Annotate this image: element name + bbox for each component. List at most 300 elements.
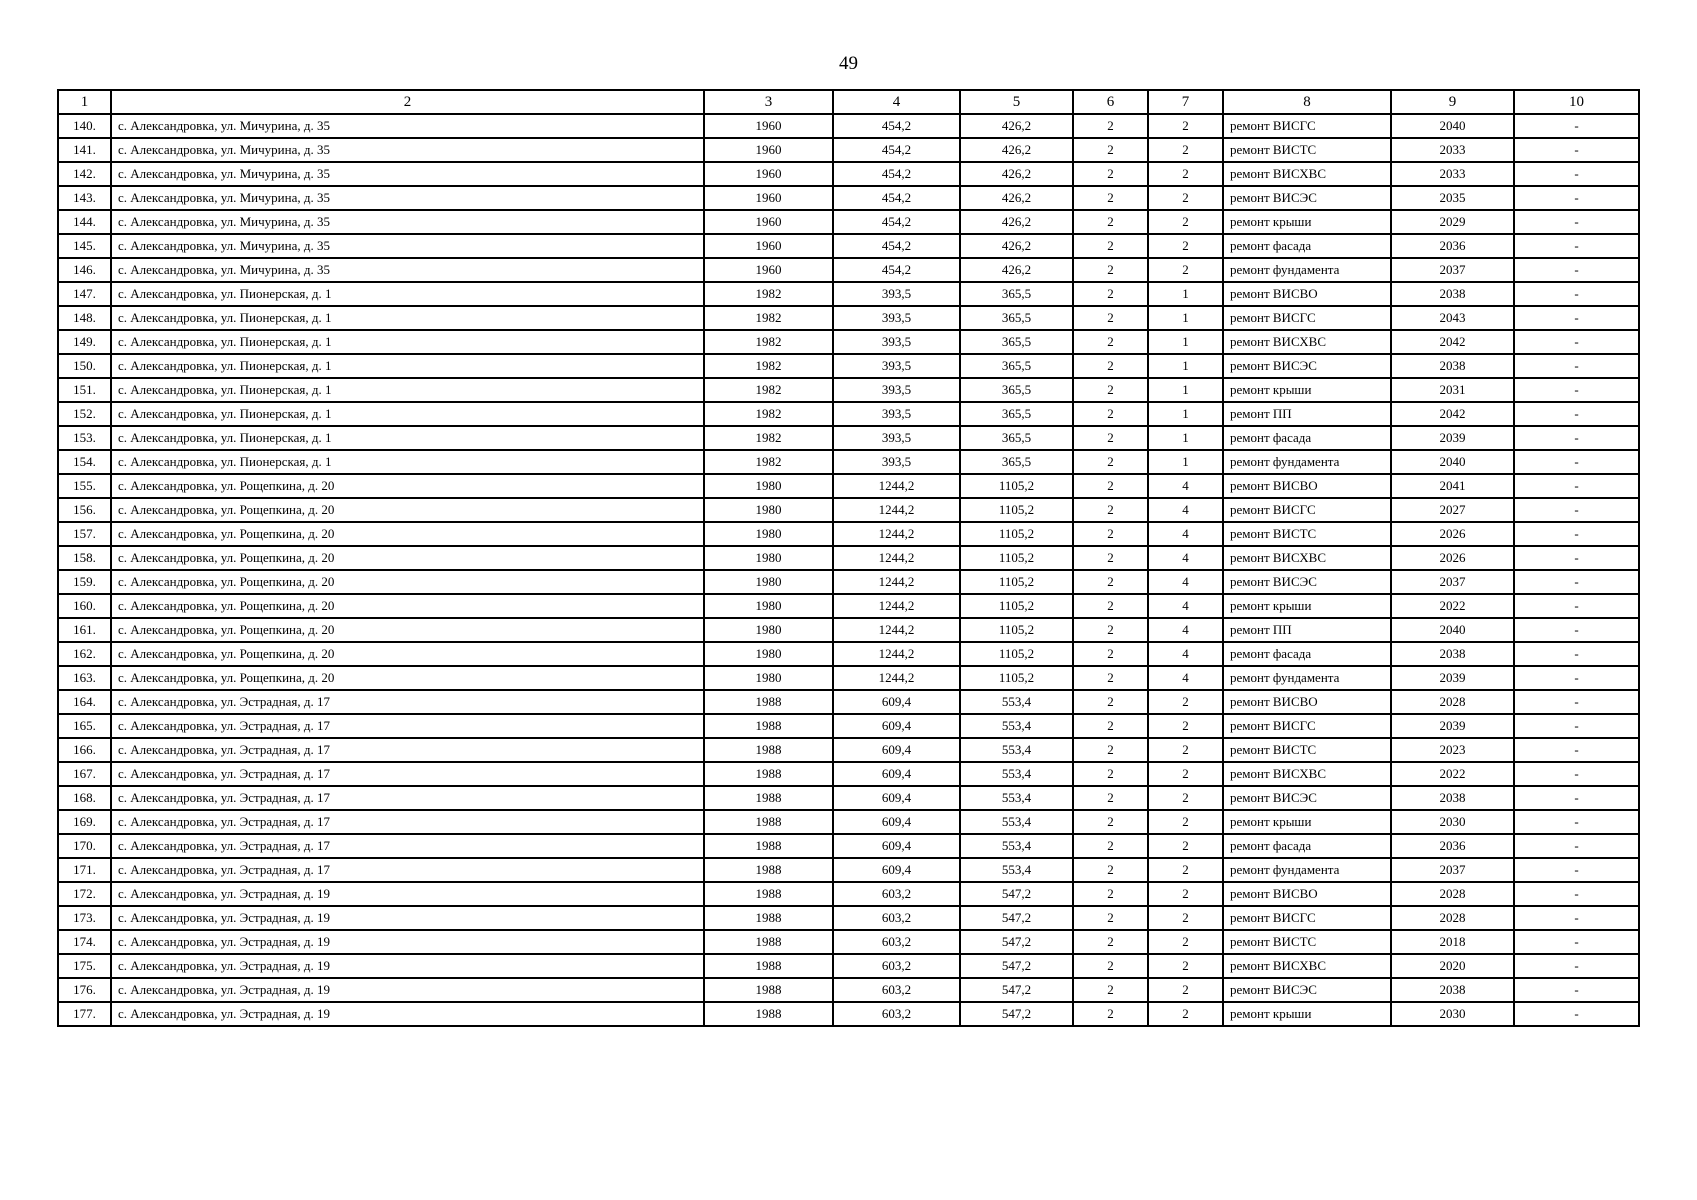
cell-floors: 2 bbox=[1073, 1002, 1148, 1026]
cell-entrances: 2 bbox=[1148, 234, 1223, 258]
cell-living-area: 547,2 bbox=[960, 930, 1073, 954]
cell-build-year: 1988 bbox=[704, 786, 833, 810]
cell-living-area: 365,5 bbox=[960, 330, 1073, 354]
cell-living-area: 553,4 bbox=[960, 762, 1073, 786]
table-row bbox=[58, 834, 1639, 858]
cell-total-area: 393,5 bbox=[833, 330, 960, 354]
cell-total-area: 393,5 bbox=[833, 426, 960, 450]
cell-total-area: 1244,2 bbox=[833, 474, 960, 498]
cell-total-area: 1244,2 bbox=[833, 594, 960, 618]
cell-planned-year: 2030 bbox=[1391, 1002, 1514, 1026]
cell-entrances: 4 bbox=[1148, 618, 1223, 642]
cell-note: - bbox=[1514, 882, 1639, 906]
cell-work-type: ремонт ВИСГС bbox=[1223, 306, 1391, 330]
cell-total-area: 393,5 bbox=[833, 354, 960, 378]
cell-entrances: 2 bbox=[1148, 810, 1223, 834]
cell-work-type: ремонт крыши bbox=[1223, 378, 1391, 402]
cell-floors: 2 bbox=[1073, 498, 1148, 522]
cell-address: с. Александровка, ул. Эстрадная, д. 17 bbox=[111, 738, 704, 762]
cell-floors: 2 bbox=[1073, 210, 1148, 234]
cell-build-year: 1980 bbox=[704, 618, 833, 642]
cell-floors: 2 bbox=[1073, 978, 1148, 1002]
cell-planned-year: 2037 bbox=[1391, 858, 1514, 882]
cell-row-number: 150. bbox=[58, 354, 111, 378]
cell-entrances: 2 bbox=[1148, 882, 1223, 906]
column-header-note: 10 bbox=[1514, 90, 1639, 114]
cell-planned-year: 2038 bbox=[1391, 354, 1514, 378]
cell-note: - bbox=[1514, 402, 1639, 426]
cell-living-area: 553,4 bbox=[960, 810, 1073, 834]
cell-total-area: 1244,2 bbox=[833, 666, 960, 690]
cell-floors: 2 bbox=[1073, 930, 1148, 954]
cell-note: - bbox=[1514, 906, 1639, 930]
cell-work-type: ремонт ВИСВО bbox=[1223, 474, 1391, 498]
cell-work-type: ремонт ПП bbox=[1223, 618, 1391, 642]
cell-build-year: 1982 bbox=[704, 306, 833, 330]
cell-build-year: 1982 bbox=[704, 402, 833, 426]
cell-work-type: ремонт фундамента bbox=[1223, 666, 1391, 690]
cell-planned-year: 2040 bbox=[1391, 114, 1514, 138]
cell-note: - bbox=[1514, 786, 1639, 810]
cell-address: с. Александровка, ул. Пионерская, д. 1 bbox=[111, 354, 704, 378]
cell-entrances: 4 bbox=[1148, 594, 1223, 618]
cell-total-area: 603,2 bbox=[833, 930, 960, 954]
cell-work-type: ремонт ВИСТС bbox=[1223, 738, 1391, 762]
column-header-living-area: 5 bbox=[960, 90, 1073, 114]
cell-build-year: 1960 bbox=[704, 210, 833, 234]
cell-work-type: ремонт фундамента bbox=[1223, 858, 1391, 882]
table-row bbox=[58, 930, 1639, 954]
cell-total-area: 1244,2 bbox=[833, 498, 960, 522]
cell-entrances: 2 bbox=[1148, 738, 1223, 762]
cell-row-number: 148. bbox=[58, 306, 111, 330]
cell-note: - bbox=[1514, 186, 1639, 210]
cell-total-area: 454,2 bbox=[833, 162, 960, 186]
table-row bbox=[58, 498, 1639, 522]
cell-address: с. Александровка, ул. Эстрадная, д. 19 bbox=[111, 930, 704, 954]
cell-entrances: 2 bbox=[1148, 930, 1223, 954]
cell-build-year: 1982 bbox=[704, 378, 833, 402]
table-row bbox=[58, 450, 1639, 474]
cell-entrances: 2 bbox=[1148, 978, 1223, 1002]
cell-address: с. Александровка, ул. Пионерская, д. 1 bbox=[111, 426, 704, 450]
cell-row-number: 156. bbox=[58, 498, 111, 522]
cell-address: с. Александровка, ул. Мичурина, д. 35 bbox=[111, 210, 704, 234]
cell-work-type: ремонт ВИСХВС bbox=[1223, 762, 1391, 786]
cell-floors: 2 bbox=[1073, 186, 1148, 210]
cell-living-area: 426,2 bbox=[960, 186, 1073, 210]
cell-build-year: 1960 bbox=[704, 114, 833, 138]
cell-floors: 2 bbox=[1073, 138, 1148, 162]
cell-address: с. Александровка, ул. Рощепкина, д. 20 bbox=[111, 522, 704, 546]
table-row bbox=[58, 234, 1639, 258]
table-row bbox=[58, 690, 1639, 714]
cell-row-number: 168. bbox=[58, 786, 111, 810]
table-row bbox=[58, 210, 1639, 234]
cell-note: - bbox=[1514, 810, 1639, 834]
cell-planned-year: 2035 bbox=[1391, 186, 1514, 210]
cell-floors: 2 bbox=[1073, 330, 1148, 354]
cell-planned-year: 2040 bbox=[1391, 450, 1514, 474]
cell-row-number: 175. bbox=[58, 954, 111, 978]
cell-planned-year: 2040 bbox=[1391, 618, 1514, 642]
column-header-total-area: 4 bbox=[833, 90, 960, 114]
cell-entrances: 2 bbox=[1148, 834, 1223, 858]
cell-note: - bbox=[1514, 354, 1639, 378]
cell-work-type: ремонт фундамента bbox=[1223, 258, 1391, 282]
cell-build-year: 1960 bbox=[704, 234, 833, 258]
cell-work-type: ремонт фундамента bbox=[1223, 450, 1391, 474]
cell-note: - bbox=[1514, 114, 1639, 138]
cell-floors: 2 bbox=[1073, 642, 1148, 666]
cell-row-number: 176. bbox=[58, 978, 111, 1002]
cell-entrances: 1 bbox=[1148, 402, 1223, 426]
cell-floors: 2 bbox=[1073, 474, 1148, 498]
cell-planned-year: 2018 bbox=[1391, 930, 1514, 954]
cell-entrances: 1 bbox=[1148, 378, 1223, 402]
table-row bbox=[58, 810, 1639, 834]
cell-work-type: ремонт ВИСВО bbox=[1223, 882, 1391, 906]
cell-floors: 2 bbox=[1073, 354, 1148, 378]
cell-total-area: 609,4 bbox=[833, 834, 960, 858]
page-number: 49 bbox=[839, 53, 858, 74]
cell-row-number: 154. bbox=[58, 450, 111, 474]
cell-note: - bbox=[1514, 1002, 1639, 1026]
cell-living-area: 1105,2 bbox=[960, 546, 1073, 570]
cell-floors: 2 bbox=[1073, 306, 1148, 330]
table-row bbox=[58, 666, 1639, 690]
cell-living-area: 426,2 bbox=[960, 234, 1073, 258]
cell-address: с. Александровка, ул. Пионерская, д. 1 bbox=[111, 330, 704, 354]
cell-planned-year: 2026 bbox=[1391, 546, 1514, 570]
cell-build-year: 1988 bbox=[704, 738, 833, 762]
cell-entrances: 2 bbox=[1148, 138, 1223, 162]
table-header bbox=[58, 90, 1639, 114]
cell-total-area: 609,4 bbox=[833, 786, 960, 810]
cell-planned-year: 2036 bbox=[1391, 834, 1514, 858]
cell-note: - bbox=[1514, 162, 1639, 186]
table-row bbox=[58, 906, 1639, 930]
cell-work-type: ремонт ВИСГС bbox=[1223, 906, 1391, 930]
cell-total-area: 393,5 bbox=[833, 306, 960, 330]
cell-note: - bbox=[1514, 642, 1639, 666]
cell-row-number: 167. bbox=[58, 762, 111, 786]
cell-total-area: 1244,2 bbox=[833, 618, 960, 642]
cell-living-area: 553,4 bbox=[960, 714, 1073, 738]
cell-total-area: 454,2 bbox=[833, 258, 960, 282]
cell-living-area: 547,2 bbox=[960, 882, 1073, 906]
cell-note: - bbox=[1514, 378, 1639, 402]
cell-row-number: 163. bbox=[58, 666, 111, 690]
cell-address: с. Александровка, ул. Эстрадная, д. 19 bbox=[111, 906, 704, 930]
cell-living-area: 365,5 bbox=[960, 306, 1073, 330]
cell-planned-year: 2033 bbox=[1391, 138, 1514, 162]
cell-floors: 2 bbox=[1073, 666, 1148, 690]
cell-work-type: ремонт ВИСТС bbox=[1223, 930, 1391, 954]
cell-planned-year: 2039 bbox=[1391, 426, 1514, 450]
cell-floors: 2 bbox=[1073, 954, 1148, 978]
cell-total-area: 603,2 bbox=[833, 954, 960, 978]
cell-planned-year: 2037 bbox=[1391, 570, 1514, 594]
cell-row-number: 162. bbox=[58, 642, 111, 666]
cell-build-year: 1980 bbox=[704, 474, 833, 498]
cell-row-number: 140. bbox=[58, 114, 111, 138]
cell-work-type: ремонт ВИСЭС bbox=[1223, 786, 1391, 810]
cell-work-type: ремонт ВИСХВС bbox=[1223, 954, 1391, 978]
cell-planned-year: 2023 bbox=[1391, 738, 1514, 762]
cell-floors: 2 bbox=[1073, 546, 1148, 570]
cell-total-area: 603,2 bbox=[833, 978, 960, 1002]
cell-row-number: 172. bbox=[58, 882, 111, 906]
table-row bbox=[58, 162, 1639, 186]
cell-work-type: ремонт ВИСТС bbox=[1223, 522, 1391, 546]
cell-row-number: 147. bbox=[58, 282, 111, 306]
cell-work-type: ремонт ВИСЭС bbox=[1223, 186, 1391, 210]
table-row bbox=[58, 378, 1639, 402]
cell-row-number: 153. bbox=[58, 426, 111, 450]
cell-work-type: ремонт ВИСХВС bbox=[1223, 330, 1391, 354]
cell-entrances: 2 bbox=[1148, 954, 1223, 978]
cell-floors: 2 bbox=[1073, 426, 1148, 450]
cell-total-area: 454,2 bbox=[833, 138, 960, 162]
cell-address: с. Александровка, ул. Эстрадная, д. 17 bbox=[111, 690, 704, 714]
cell-planned-year: 2028 bbox=[1391, 882, 1514, 906]
cell-work-type: ремонт фасада bbox=[1223, 642, 1391, 666]
cell-planned-year: 2037 bbox=[1391, 258, 1514, 282]
cell-address: с. Александровка, ул. Рощепкина, д. 20 bbox=[111, 474, 704, 498]
cell-work-type: ремонт фасада bbox=[1223, 426, 1391, 450]
cell-build-year: 1982 bbox=[704, 330, 833, 354]
cell-entrances: 2 bbox=[1148, 690, 1223, 714]
table-row bbox=[58, 1002, 1639, 1026]
cell-build-year: 1980 bbox=[704, 546, 833, 570]
cell-living-area: 553,4 bbox=[960, 858, 1073, 882]
cell-living-area: 1105,2 bbox=[960, 618, 1073, 642]
table-row bbox=[58, 594, 1639, 618]
cell-living-area: 1105,2 bbox=[960, 498, 1073, 522]
cell-address: с. Александровка, ул. Рощепкина, д. 20 bbox=[111, 498, 704, 522]
cell-address: с. Александровка, ул. Эстрадная, д. 17 bbox=[111, 858, 704, 882]
cell-note: - bbox=[1514, 546, 1639, 570]
cell-total-area: 603,2 bbox=[833, 1002, 960, 1026]
cell-entrances: 2 bbox=[1148, 186, 1223, 210]
cell-planned-year: 2036 bbox=[1391, 234, 1514, 258]
table-row bbox=[58, 714, 1639, 738]
cell-build-year: 1980 bbox=[704, 522, 833, 546]
cell-living-area: 426,2 bbox=[960, 210, 1073, 234]
cell-entrances: 4 bbox=[1148, 474, 1223, 498]
table-row bbox=[58, 402, 1639, 426]
cell-living-area: 547,2 bbox=[960, 978, 1073, 1002]
cell-build-year: 1988 bbox=[704, 810, 833, 834]
cell-build-year: 1988 bbox=[704, 906, 833, 930]
cell-work-type: ремонт ВИСВО bbox=[1223, 282, 1391, 306]
cell-build-year: 1960 bbox=[704, 138, 833, 162]
cell-total-area: 609,4 bbox=[833, 738, 960, 762]
cell-living-area: 1105,2 bbox=[960, 642, 1073, 666]
table-row bbox=[58, 762, 1639, 786]
cell-note: - bbox=[1514, 210, 1639, 234]
cell-row-number: 145. bbox=[58, 234, 111, 258]
table-row bbox=[58, 354, 1639, 378]
cell-entrances: 4 bbox=[1148, 546, 1223, 570]
cell-row-number: 166. bbox=[58, 738, 111, 762]
cell-address: с. Александровка, ул. Эстрадная, д. 17 bbox=[111, 810, 704, 834]
cell-address: с. Александровка, ул. Мичурина, д. 35 bbox=[111, 114, 704, 138]
cell-build-year: 1988 bbox=[704, 954, 833, 978]
cell-note: - bbox=[1514, 498, 1639, 522]
cell-floors: 2 bbox=[1073, 450, 1148, 474]
cell-entrances: 2 bbox=[1148, 1002, 1223, 1026]
cell-row-number: 141. bbox=[58, 138, 111, 162]
cell-total-area: 454,2 bbox=[833, 186, 960, 210]
cell-floors: 2 bbox=[1073, 810, 1148, 834]
cell-address: с. Александровка, ул. Мичурина, д. 35 bbox=[111, 162, 704, 186]
cell-build-year: 1988 bbox=[704, 930, 833, 954]
cell-row-number: 144. bbox=[58, 210, 111, 234]
cell-planned-year: 2028 bbox=[1391, 690, 1514, 714]
cell-living-area: 365,5 bbox=[960, 354, 1073, 378]
cell-floors: 2 bbox=[1073, 882, 1148, 906]
cell-total-area: 609,4 bbox=[833, 858, 960, 882]
cell-entrances: 1 bbox=[1148, 450, 1223, 474]
cell-row-number: 173. bbox=[58, 906, 111, 930]
cell-entrances: 2 bbox=[1148, 714, 1223, 738]
cell-total-area: 1244,2 bbox=[833, 546, 960, 570]
cell-row-number: 143. bbox=[58, 186, 111, 210]
cell-build-year: 1988 bbox=[704, 882, 833, 906]
cell-total-area: 454,2 bbox=[833, 234, 960, 258]
cell-entrances: 2 bbox=[1148, 858, 1223, 882]
cell-address: с. Александровка, ул. Пионерская, д. 1 bbox=[111, 282, 704, 306]
cell-floors: 2 bbox=[1073, 690, 1148, 714]
cell-address: с. Александровка, ул. Рощепкина, д. 20 bbox=[111, 546, 704, 570]
table-row bbox=[58, 618, 1639, 642]
cell-address: с. Александровка, ул. Эстрадная, д. 17 bbox=[111, 762, 704, 786]
cell-note: - bbox=[1514, 738, 1639, 762]
cell-entrances: 1 bbox=[1148, 330, 1223, 354]
cell-work-type: ремонт ПП bbox=[1223, 402, 1391, 426]
cell-living-area: 1105,2 bbox=[960, 522, 1073, 546]
table-row bbox=[58, 978, 1639, 1002]
table-row bbox=[58, 114, 1639, 138]
cell-build-year: 1988 bbox=[704, 978, 833, 1002]
cell-note: - bbox=[1514, 930, 1639, 954]
table-row bbox=[58, 258, 1639, 282]
cell-living-area: 365,5 bbox=[960, 378, 1073, 402]
cell-note: - bbox=[1514, 714, 1639, 738]
cell-total-area: 1244,2 bbox=[833, 570, 960, 594]
cell-entrances: 2 bbox=[1148, 114, 1223, 138]
cell-total-area: 454,2 bbox=[833, 210, 960, 234]
cell-row-number: 165. bbox=[58, 714, 111, 738]
cell-address: с. Александровка, ул. Рощепкина, д. 20 bbox=[111, 642, 704, 666]
column-header-build-year: 3 bbox=[704, 90, 833, 114]
cell-row-number: 161. bbox=[58, 618, 111, 642]
cell-row-number: 146. bbox=[58, 258, 111, 282]
cell-build-year: 1960 bbox=[704, 186, 833, 210]
cell-floors: 2 bbox=[1073, 858, 1148, 882]
cell-total-area: 393,5 bbox=[833, 450, 960, 474]
cell-living-area: 553,4 bbox=[960, 738, 1073, 762]
cell-build-year: 1980 bbox=[704, 570, 833, 594]
cell-total-area: 1244,2 bbox=[833, 522, 960, 546]
cell-living-area: 547,2 bbox=[960, 954, 1073, 978]
cell-planned-year: 2030 bbox=[1391, 810, 1514, 834]
cell-work-type: ремонт фасада bbox=[1223, 234, 1391, 258]
cell-row-number: 159. bbox=[58, 570, 111, 594]
cell-entrances: 2 bbox=[1148, 210, 1223, 234]
table-row bbox=[58, 186, 1639, 210]
cell-address: с. Александровка, ул. Эстрадная, д. 17 bbox=[111, 834, 704, 858]
cell-total-area: 393,5 bbox=[833, 378, 960, 402]
cell-address: с. Александровка, ул. Пионерская, д. 1 bbox=[111, 450, 704, 474]
cell-floors: 2 bbox=[1073, 522, 1148, 546]
cell-work-type: ремонт ВИСГС bbox=[1223, 714, 1391, 738]
cell-work-type: ремонт ВИСЭС bbox=[1223, 354, 1391, 378]
cell-row-number: 142. bbox=[58, 162, 111, 186]
cell-entrances: 4 bbox=[1148, 522, 1223, 546]
cell-planned-year: 2020 bbox=[1391, 954, 1514, 978]
cell-row-number: 160. bbox=[58, 594, 111, 618]
cell-entrances: 2 bbox=[1148, 906, 1223, 930]
cell-row-number: 155. bbox=[58, 474, 111, 498]
cell-work-type: ремонт ВИСХВС bbox=[1223, 546, 1391, 570]
cell-work-type: ремонт ВИСГС bbox=[1223, 498, 1391, 522]
cell-address: с. Александровка, ул. Пионерская, д. 1 bbox=[111, 402, 704, 426]
cell-note: - bbox=[1514, 522, 1639, 546]
cell-note: - bbox=[1514, 450, 1639, 474]
cell-planned-year: 2041 bbox=[1391, 474, 1514, 498]
cell-row-number: 170. bbox=[58, 834, 111, 858]
cell-floors: 2 bbox=[1073, 234, 1148, 258]
cell-planned-year: 2027 bbox=[1391, 498, 1514, 522]
cell-planned-year: 2022 bbox=[1391, 594, 1514, 618]
table-row bbox=[58, 858, 1639, 882]
cell-build-year: 1980 bbox=[704, 666, 833, 690]
cell-entrances: 2 bbox=[1148, 258, 1223, 282]
cell-row-number: 169. bbox=[58, 810, 111, 834]
cell-build-year: 1988 bbox=[704, 858, 833, 882]
cell-build-year: 1988 bbox=[704, 690, 833, 714]
table-row bbox=[58, 570, 1639, 594]
cell-note: - bbox=[1514, 666, 1639, 690]
cell-address: с. Александровка, ул. Эстрадная, д. 17 bbox=[111, 714, 704, 738]
cell-living-area: 426,2 bbox=[960, 162, 1073, 186]
cell-address: с. Александровка, ул. Эстрадная, д. 19 bbox=[111, 978, 704, 1002]
cell-floors: 2 bbox=[1073, 738, 1148, 762]
cell-entrances: 1 bbox=[1148, 306, 1223, 330]
cell-build-year: 1980 bbox=[704, 642, 833, 666]
cell-work-type: ремонт ВИСХВС bbox=[1223, 162, 1391, 186]
cell-floors: 2 bbox=[1073, 594, 1148, 618]
column-header-row-number: 1 bbox=[58, 90, 111, 114]
cell-work-type: ремонт ВИСЭС bbox=[1223, 978, 1391, 1002]
cell-entrances: 2 bbox=[1148, 162, 1223, 186]
cell-row-number: 164. bbox=[58, 690, 111, 714]
cell-living-area: 426,2 bbox=[960, 258, 1073, 282]
cell-planned-year: 2022 bbox=[1391, 762, 1514, 786]
cell-planned-year: 2029 bbox=[1391, 210, 1514, 234]
cell-floors: 2 bbox=[1073, 162, 1148, 186]
cell-address: с. Александровка, ул. Эстрадная, д. 19 bbox=[111, 954, 704, 978]
table-row bbox=[58, 138, 1639, 162]
cell-note: - bbox=[1514, 306, 1639, 330]
cell-note: - bbox=[1514, 978, 1639, 1002]
cell-floors: 2 bbox=[1073, 618, 1148, 642]
cell-planned-year: 2042 bbox=[1391, 402, 1514, 426]
table-row bbox=[58, 426, 1639, 450]
